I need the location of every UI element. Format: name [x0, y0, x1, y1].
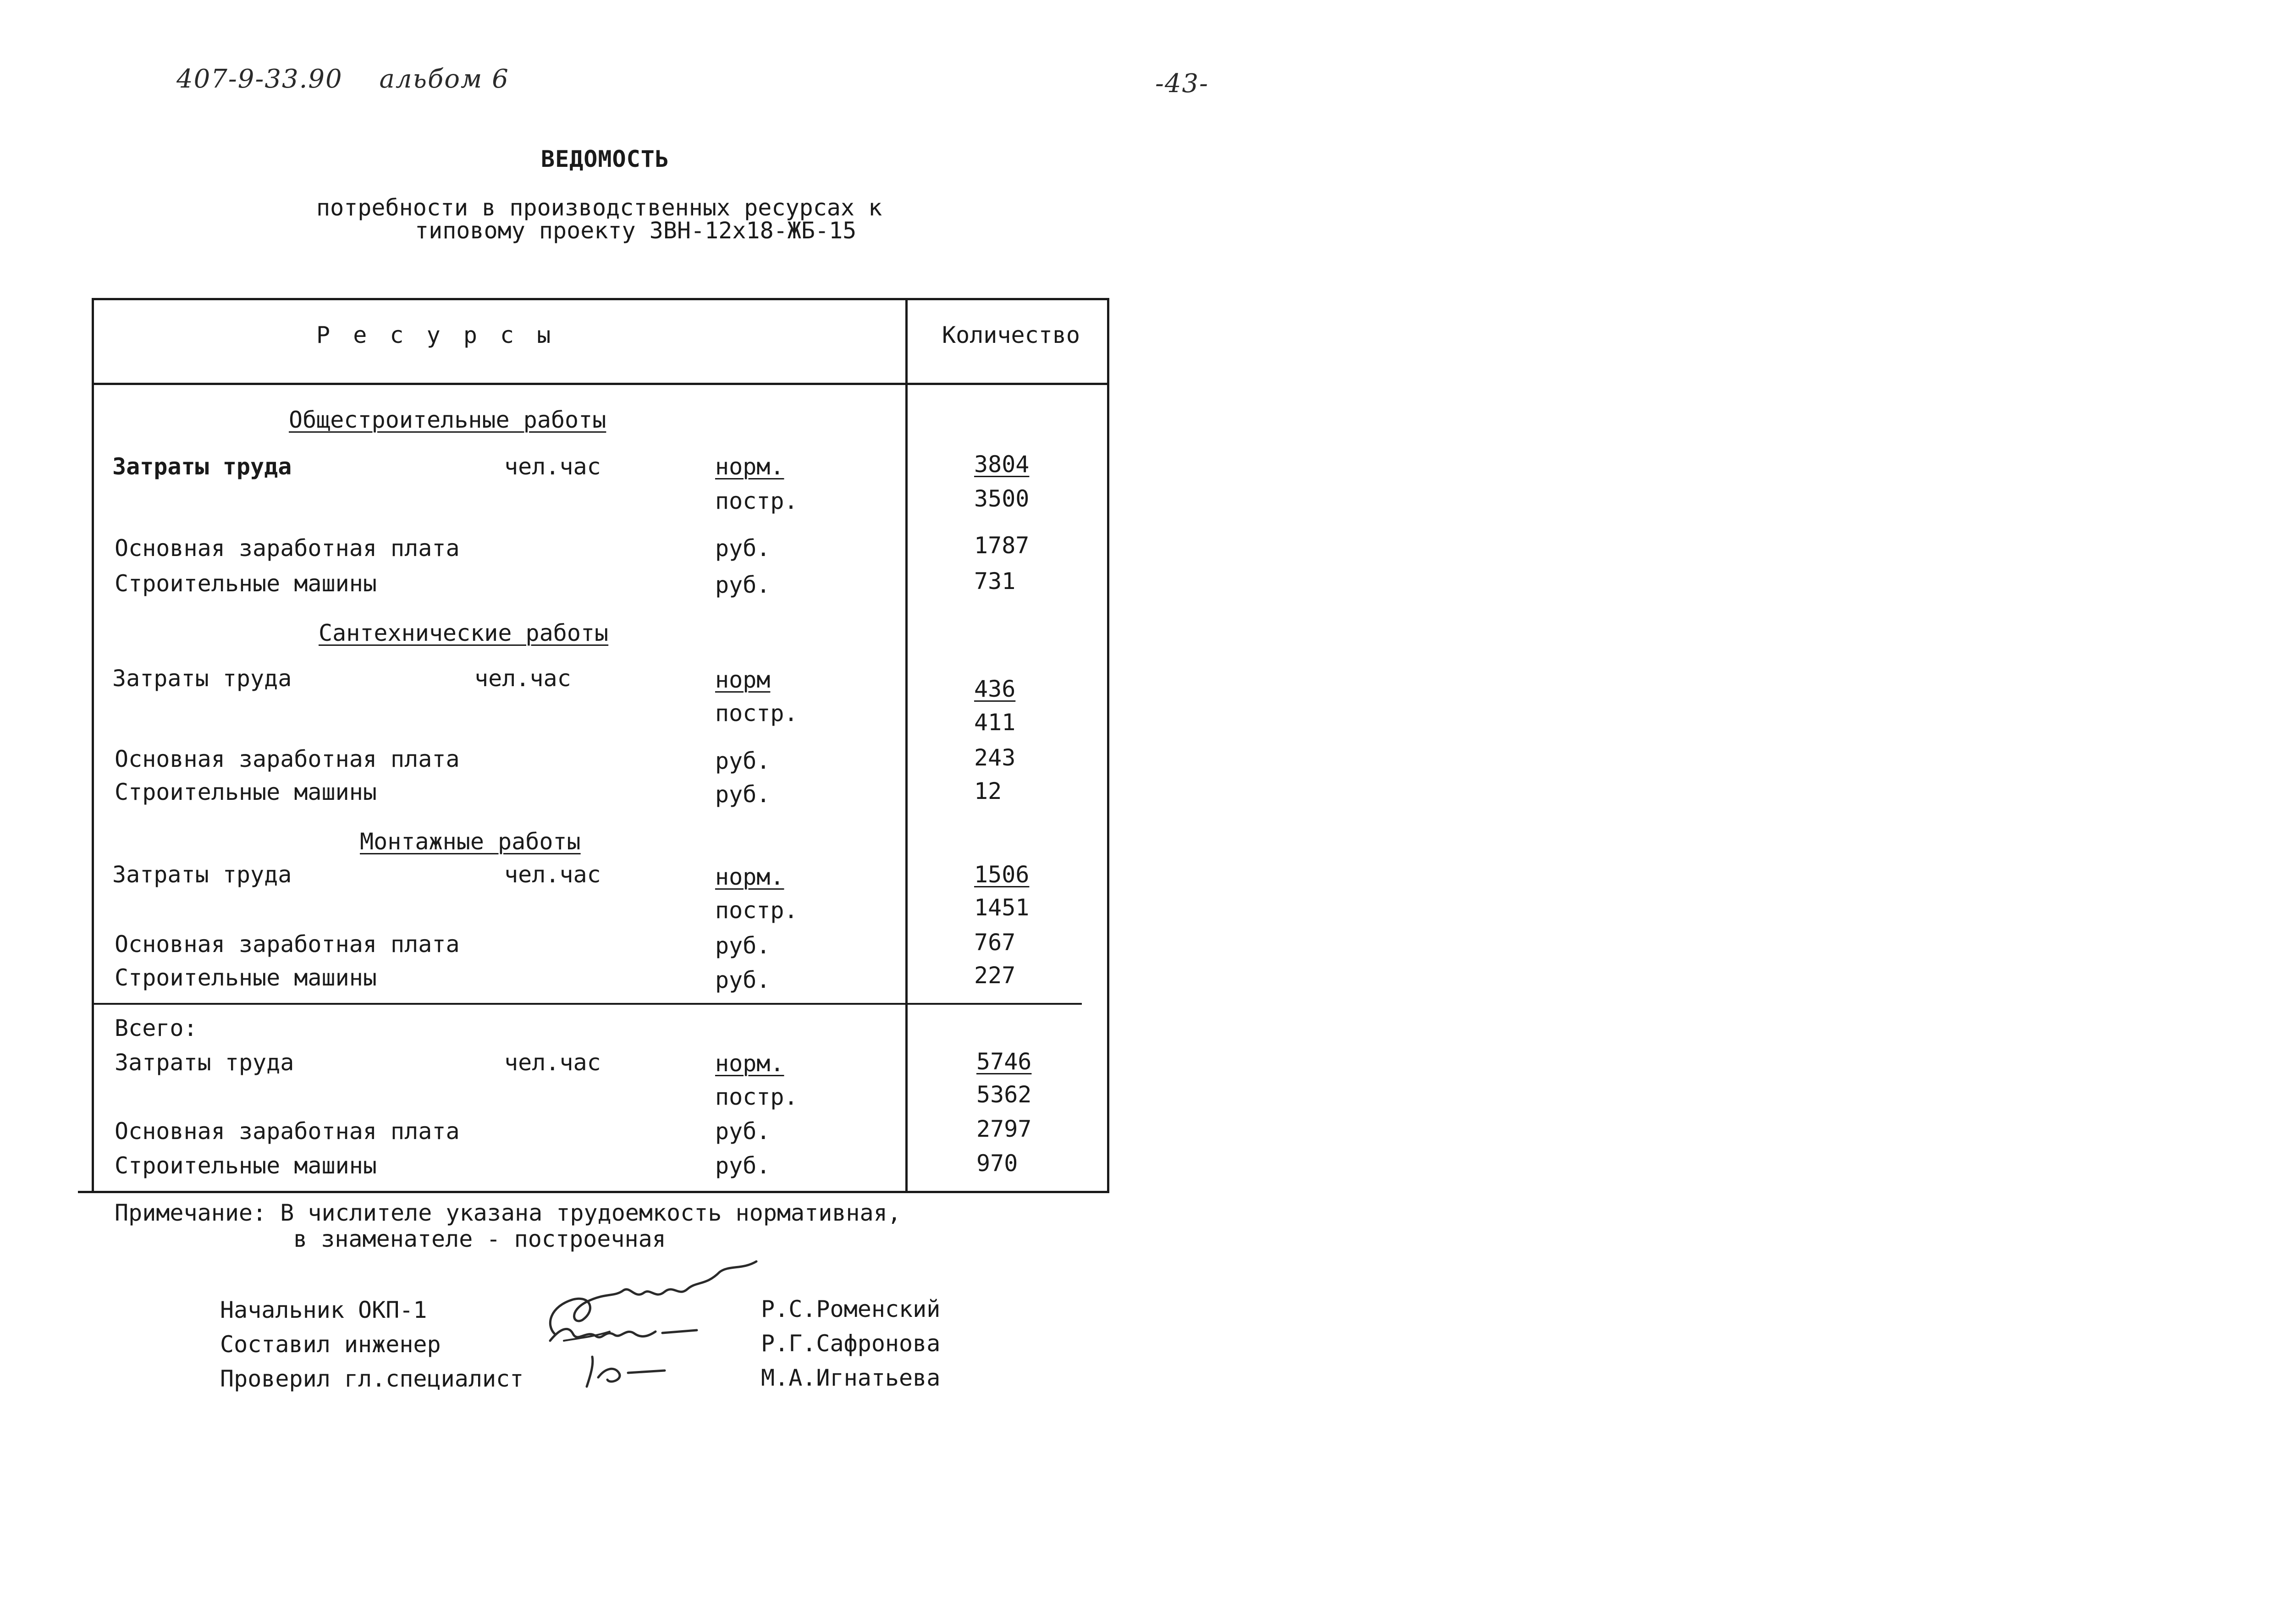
machines-unit: руб.: [715, 572, 771, 598]
postr-label: постр.: [715, 488, 798, 514]
column-header-resources: Р е с у р с ы: [316, 322, 556, 348]
wage-unit: руб.: [715, 748, 771, 774]
machines-unit: руб.: [715, 967, 771, 993]
postr-value: 411: [974, 709, 1016, 736]
norm-label: норм.: [715, 1050, 784, 1077]
table-right-border: [1107, 298, 1109, 1192]
handwritten-signature-3: [573, 1350, 683, 1391]
table-column-divider: [905, 298, 908, 1192]
postr-value: 1451: [974, 894, 1030, 921]
norm-value: 5746: [976, 1048, 1032, 1075]
note-line2: в знаменателе - построечная: [293, 1226, 666, 1252]
album-text: альбом 6: [379, 64, 509, 94]
norm-value: 1506: [974, 861, 1030, 888]
postr-value: 3500: [974, 485, 1030, 512]
table-bottom-border: [78, 1191, 1109, 1193]
wage-value: 1787: [974, 532, 1030, 559]
signature-role: Начальник ОКП-1: [220, 1297, 427, 1323]
doc-code-text: 407-9-33.90: [176, 64, 343, 94]
wage-label: Основная заработная плата: [115, 931, 460, 958]
machines-label: Строительные машины: [115, 1152, 377, 1179]
labor-label: Затраты труда: [112, 665, 292, 692]
wage-value: 243: [974, 744, 1016, 771]
labor-unit: чел.час: [474, 665, 571, 692]
machines-unit: руб.: [715, 1152, 771, 1179]
machines-label: Строительные машины: [115, 964, 377, 991]
signature-name: Р.Г.Сафронова: [761, 1330, 941, 1357]
section-title: Монтажные работы: [360, 828, 581, 855]
section-title: Общестроительные работы: [289, 407, 606, 433]
machines-label: Строительные машины: [115, 570, 377, 597]
document-code: [176, 64, 509, 94]
norm-label: норм.: [715, 453, 784, 480]
handwritten-signature-2: [545, 1316, 711, 1352]
document-subtitle-line1: потребности в производственных ресурсах к: [316, 194, 882, 221]
document-title: ВЕДОМОСТЬ: [541, 146, 669, 172]
table-left-border: [92, 298, 94, 1192]
postr-value: 5362: [976, 1081, 1032, 1108]
signature-name: Р.С.Роменский: [761, 1296, 941, 1322]
wage-unit: руб.: [715, 1118, 771, 1145]
machines-label: Строительные машины: [115, 779, 377, 805]
machines-value: 731: [974, 568, 1016, 595]
page-number: -43-: [1155, 69, 1209, 99]
labor-unit: чел.час: [504, 1049, 601, 1076]
signature-role: Проверил гл.специалист: [220, 1365, 524, 1392]
postr-label: постр.: [715, 700, 798, 727]
wage-value: 767: [974, 929, 1016, 956]
table-total-divider: [92, 1003, 1082, 1005]
document-subtitle-line2: типовому проекту ЗВН-12х18-ЖБ-15: [415, 217, 857, 244]
machines-value: 12: [974, 778, 1002, 804]
norm-label: норм.: [715, 864, 784, 890]
wage-label: Основная заработная плата: [115, 535, 460, 562]
total-title: Всего:: [115, 1015, 198, 1041]
machines-value: 227: [974, 962, 1016, 989]
table-top-border: [92, 298, 1109, 300]
machines-unit: руб.: [715, 781, 771, 808]
postr-label: постр.: [715, 1084, 798, 1110]
labor-unit: чел.час: [504, 453, 601, 480]
labor-label: Затраты труда: [115, 1049, 294, 1076]
signature-role: Составил инженер: [220, 1331, 441, 1358]
norm-label: норм: [715, 666, 771, 693]
norm-value: 436: [974, 676, 1016, 702]
labor-label: Затраты труда: [112, 861, 292, 888]
labor-unit: чел.час: [504, 861, 601, 888]
section-title: Сантехнические работы: [319, 620, 609, 646]
table-header-border: [92, 383, 1109, 385]
wage-label: Основная заработная плата: [115, 746, 460, 772]
postr-label: постр.: [715, 897, 798, 924]
wage-value: 2797: [976, 1116, 1032, 1142]
wage-unit: руб.: [715, 932, 771, 959]
note-line1: Примечание: В числителе указана трудоемкость нормативная,: [115, 1200, 901, 1226]
column-header-quantity: Количество: [942, 322, 1080, 348]
labor-label: Затраты труда: [112, 453, 292, 480]
norm-value: 3804: [974, 451, 1030, 478]
wage-unit: руб.: [715, 535, 771, 562]
signature-name: М.А.Игнатьева: [761, 1365, 941, 1391]
wage-label: Основная заработная плата: [115, 1118, 460, 1145]
machines-value: 970: [976, 1150, 1018, 1177]
